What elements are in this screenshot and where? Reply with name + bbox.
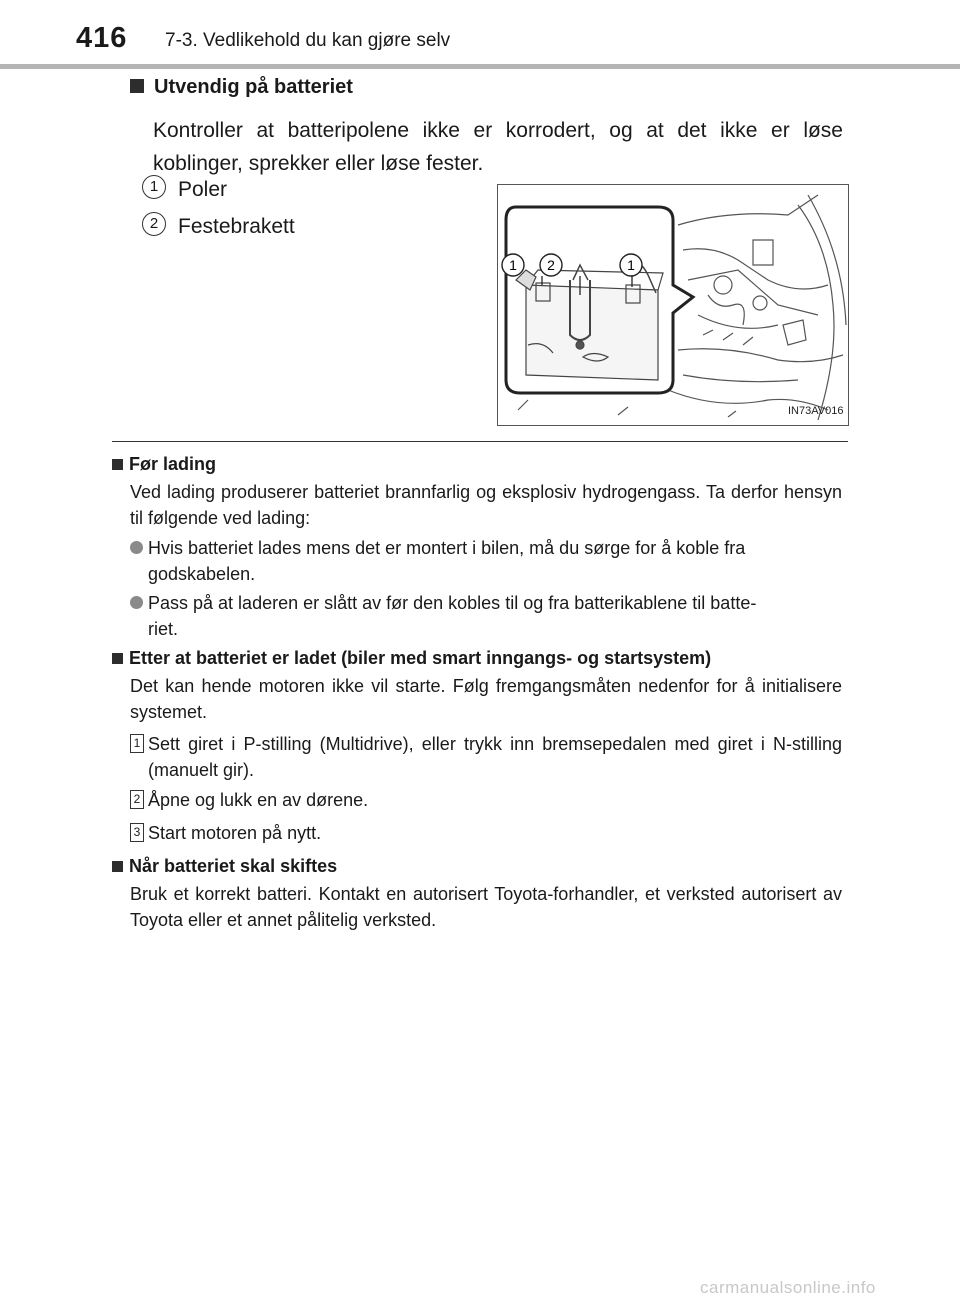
heading-text: Før lading <box>129 454 216 474</box>
bullet-text: Hvis batteriet lades mens det er montert i bilen, må du sørge for å koble fra <box>148 538 746 558</box>
replacing-heading <box>112 853 337 879</box>
callout-2: 2 <box>547 257 555 273</box>
square-bullet-icon <box>130 79 144 93</box>
after-charging-heading <box>112 645 711 671</box>
replacing-body: Bruk et korrekt batteri. Kontakt en autorisert Toyota-forhandler, et verksted autorisert av Toyota eller et annet pålitelig verksted. <box>130 884 842 930</box>
square-bullet-icon <box>112 459 123 470</box>
legend-number: 1 <box>142 175 166 199</box>
charging-heading <box>112 451 216 477</box>
round-bullet-icon <box>130 541 143 554</box>
bullet-text: Pass på at laderen er slått av før den kobles til og fra batterikablene til batte- <box>148 593 757 613</box>
section-title: 7-3. Vedlikehold du kan gjøre selv <box>165 30 451 51</box>
heading-text: Etter at batteriet er ladet (biler med smart inngangs- og startsystem) <box>129 648 712 668</box>
legend-number: 2 <box>142 212 166 236</box>
bullet-text-cont: godskabelen. <box>148 564 256 584</box>
step-text: Åpne og lukk en av dørene. <box>148 790 369 810</box>
charging-body: Ved lading produserer batteriet brannfarlig og eksplosiv hydrogengass. Ta derfor hensyn til følgende ved lading: <box>130 482 842 528</box>
step-number: 3 <box>130 823 144 842</box>
round-bullet-icon <box>130 596 143 609</box>
step-1 <box>130 731 842 783</box>
step-text: Start motoren på nytt. <box>148 823 322 843</box>
charging-bullet-2 <box>130 590 848 642</box>
callout-1-right: 1 <box>627 257 635 273</box>
engine-bay-illustration <box>498 185 848 425</box>
step-3 <box>130 820 842 846</box>
heading-text: Når batteriet skal skiftes <box>129 856 338 876</box>
charging-bullet-1 <box>130 535 848 587</box>
step-number: 2 <box>130 790 144 809</box>
legend-item-bracket <box>142 215 295 239</box>
watermark: carmanualsonline.info <box>700 1278 876 1297</box>
section-divider <box>112 441 848 442</box>
legend-label: Festebrakett <box>178 215 295 238</box>
square-bullet-icon <box>112 653 123 664</box>
heading-text: Utvendig på batteriet <box>154 76 353 98</box>
after-charging-body: Det kan hende motoren ikke vil starte. Følg fremgangsmåten nedenfor for å initialisere systemet. <box>130 676 842 722</box>
battery-exterior-body: Kontroller at batteripolene ikke er korrodert, og at det ikke er løse koblinger, sprekker eller løse fester. <box>153 119 843 175</box>
page-number: 416 <box>76 22 128 54</box>
figure-code: IN73AV016 <box>788 405 844 417</box>
legend-item-poles <box>142 178 227 202</box>
battery-exterior-heading <box>130 76 353 99</box>
legend-label: Poler <box>178 178 228 201</box>
bullet-text-cont: riet. <box>148 619 179 639</box>
callout-1-left: 1 <box>509 257 517 273</box>
step-text: Sett giret i P-stilling (Multidrive), eller trykk inn bremsepedalen med giret i N-stilling (manuelt gir). <box>148 734 842 780</box>
battery-illustration <box>497 184 849 426</box>
header-rule <box>0 64 960 69</box>
square-bullet-icon <box>112 861 123 872</box>
step-number: 1 <box>130 734 144 753</box>
step-2 <box>130 787 842 813</box>
